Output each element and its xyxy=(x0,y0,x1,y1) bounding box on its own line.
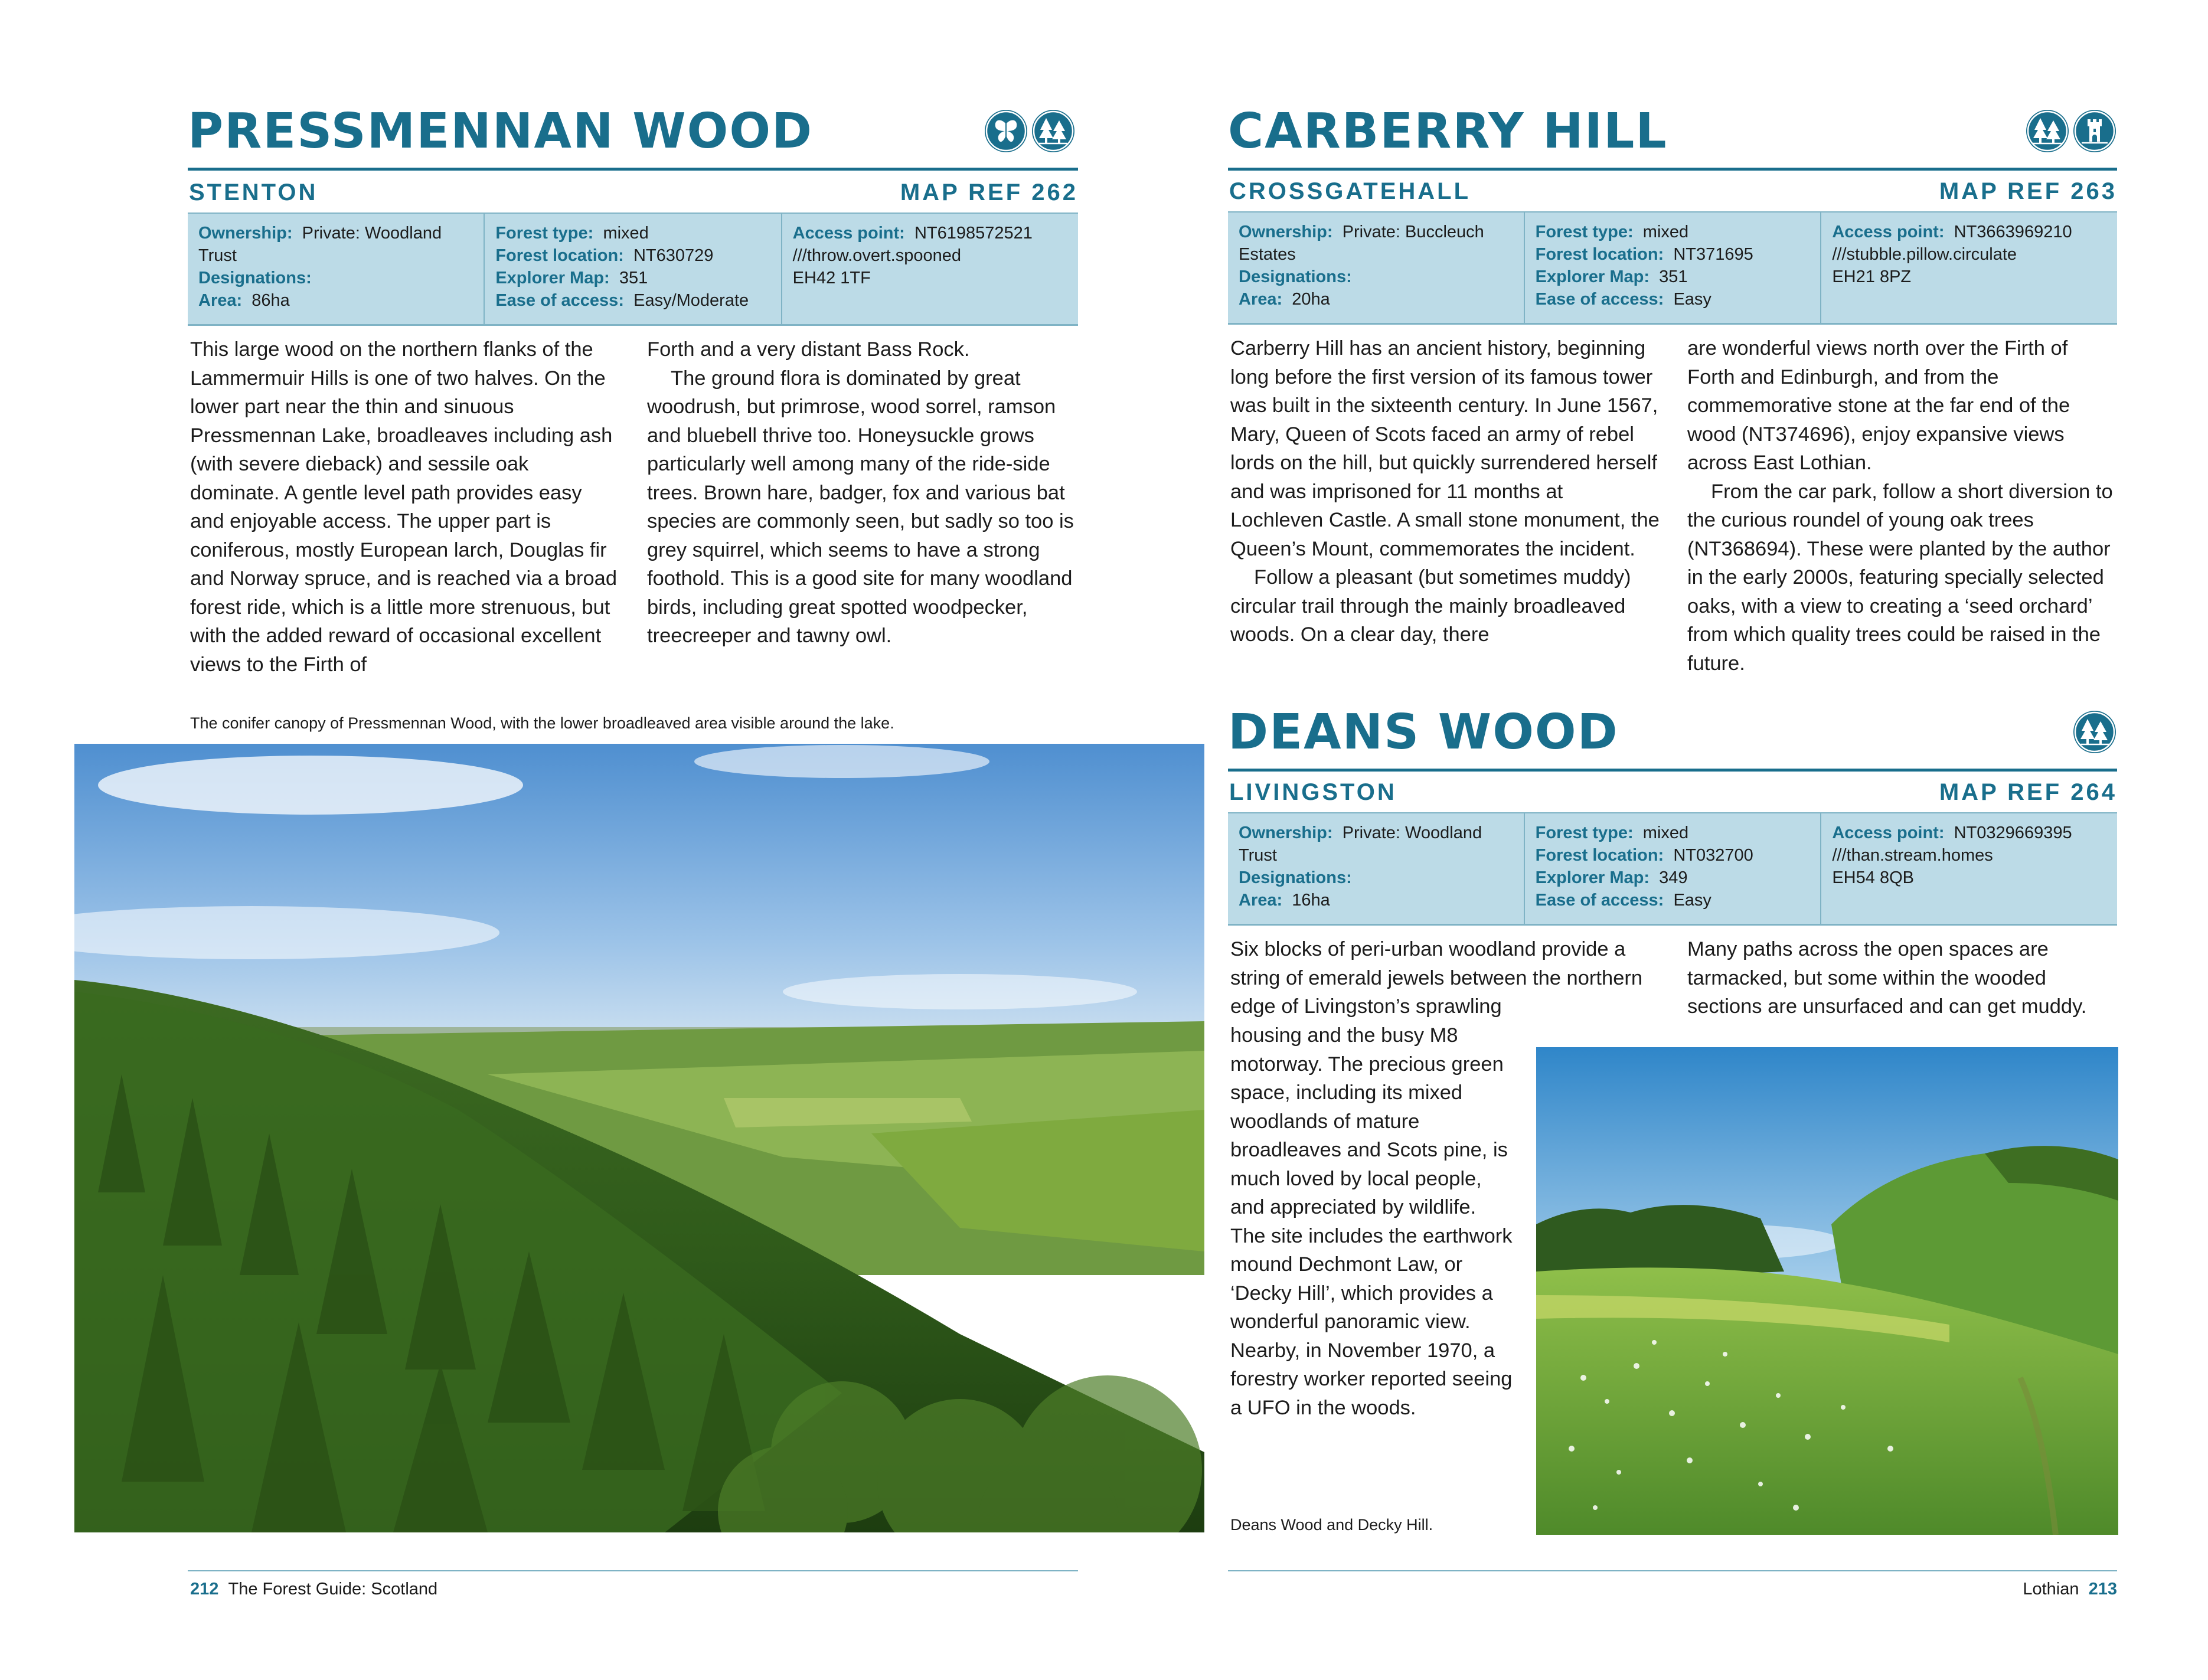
body-column-2 xyxy=(647,335,1078,651)
area-label: Area: xyxy=(1239,891,1283,910)
info-col-ownership xyxy=(188,214,484,324)
region-name: Lothian xyxy=(2023,1580,2079,1599)
body-column-2-top xyxy=(1687,935,2118,1021)
ownership-label: Ownership: xyxy=(198,224,293,243)
forest-type-value: mixed xyxy=(1642,823,1689,842)
area-label: Area: xyxy=(1239,290,1283,309)
paragraph: housing and the busy M8 motorway. The precious green space, including its mixed woodlands of mature broadleaves and Scots pine, is much loved by local people, and appreciated by wildlife. The site includes the earthwork mound Dechmont Law, or ‘Decky Hill’, which provides a wonderful panoramic view. Nearby, in November 1970, a forestry worker reported seeing a UFO in the woods. xyxy=(1230,1024,1513,1419)
access-value: NT0329669395 xyxy=(1954,823,2072,842)
title-rule xyxy=(188,168,1078,171)
butterfly-icon xyxy=(985,110,1027,152)
access-label: Access point: xyxy=(1832,223,1945,241)
explorer-map-value: 349 xyxy=(1659,868,1688,887)
access-label: Access point: xyxy=(1832,823,1945,842)
page-number: 213 xyxy=(2088,1580,2117,1599)
explorer-map-label: Explorer Map: xyxy=(1535,267,1650,286)
info-col-ownership xyxy=(1228,813,1524,924)
explorer-map-value: 351 xyxy=(1659,267,1688,286)
explorer-map-value: 351 xyxy=(619,269,648,287)
designations-label: Designations: xyxy=(1239,267,1352,286)
title-rule xyxy=(1228,769,2117,772)
map-ref: MAP REF 262 xyxy=(900,179,1078,205)
pressmennan-title: PRESSMENNAN WOOD xyxy=(188,103,814,159)
ease-value: Easy xyxy=(1673,290,1711,309)
forest-type-label: Forest type: xyxy=(1535,823,1634,842)
footer xyxy=(2023,1581,2117,1598)
area-value: 86ha xyxy=(251,291,290,310)
forest-location-value: NT371695 xyxy=(1673,245,1753,264)
ownership-value: Private: Woodland Trust xyxy=(198,224,442,265)
access-postcode: EH21 8PZ xyxy=(1832,267,1912,286)
paragraph: are wonderful views north over the Firth of Forth and Edinburgh, and from the commemorative stone at the far end of the wood (NT374696), enjoy expansive views across East Lothian. xyxy=(1687,337,2070,474)
access-words: ///throw.overt.spooned xyxy=(792,246,961,265)
body-column-1-narrow xyxy=(1230,1021,1514,1422)
ownership-label: Ownership: xyxy=(1239,823,1333,842)
footer xyxy=(190,1581,437,1598)
map-ref: MAP REF 264 xyxy=(1939,779,2117,805)
access-postcode: EH54 8QB xyxy=(1832,868,1914,887)
forest-type-value: mixed xyxy=(1642,223,1689,241)
designations-label: Designations: xyxy=(198,269,312,287)
area-value: 16ha xyxy=(1292,891,1330,910)
info-col-forest xyxy=(1524,213,1821,323)
access-words: ///than.stream.homes xyxy=(1832,846,1993,865)
forest-location-value: NT630729 xyxy=(633,246,714,265)
photo-caption: Deans Wood and Decky Hill. xyxy=(1230,1516,1433,1534)
info-col-access xyxy=(1820,813,2117,924)
forest-type-label: Forest type: xyxy=(495,224,594,243)
info-box xyxy=(1228,812,2117,926)
ease-label: Ease of access: xyxy=(495,291,624,310)
paragraph: The ground flora is dominated by great woodrush, but primrose, wood sorrel, ramson and bluebell thrive too. Honeysuckle grows particularly well among many of the ride-side trees. Brown hare, badger, fox and various bat species are commonly seen, but sadly so too is grey squirrel, which seems to have a strong foothold. This is a good site for many woodland birds, including great spotted woodpecker, treecreeper and tawny owl. xyxy=(647,367,1074,647)
deans-title: DEANS WOOD xyxy=(1228,704,1619,760)
trees-icon xyxy=(1032,110,1074,152)
map-ref: MAP REF 263 xyxy=(1939,178,2117,204)
book-title: The Forest Guide: Scotland xyxy=(228,1580,438,1599)
forest-location-value: NT032700 xyxy=(1673,846,1753,865)
location-label: STENTON xyxy=(189,179,318,205)
info-box xyxy=(1228,211,2117,325)
paragraph: Many paths across the open spaces are tarmacked, but some within the wooded sections are unsurfaced and can get muddy. xyxy=(1687,938,2087,1018)
access-postcode: EH42 1TF xyxy=(792,269,871,287)
info-col-access xyxy=(781,214,1078,324)
explorer-map-label: Explorer Map: xyxy=(495,269,610,287)
access-words: ///stubble.pillow.circulate xyxy=(1832,245,2017,264)
forest-landscape-photo xyxy=(74,744,1204,1532)
paragraph: Follow a pleasant (but sometimes muddy) circular trail through the mainly broadleaved woods. On a clear day, there xyxy=(1230,566,1631,646)
area-label: Area: xyxy=(198,291,243,310)
info-box xyxy=(188,213,1078,326)
carberry-title: CARBERRY HILL xyxy=(1228,103,1668,159)
forest-location-label: Forest location: xyxy=(1535,245,1664,264)
info-col-ownership xyxy=(1228,213,1524,323)
ownership-value: Private: Buccleuch Estates xyxy=(1239,223,1484,264)
photo-caption: The conifer canopy of Pressmennan Wood, with the lower broadleaved area visible around the lake. xyxy=(190,714,894,732)
forest-location-label: Forest location: xyxy=(495,246,624,265)
body-column-1-top xyxy=(1230,935,1661,1021)
title-rule xyxy=(1228,168,2117,171)
paragraph: From the car park, follow a short diversion to the curious roundel of young oak trees (NT368694). These were planted by the author in the early 2000s, featuring specially selected oaks, with a view to creating a ‘seed orchard’ from which quality trees could be raised in the future. xyxy=(1687,480,2113,675)
paragraph: Carberry Hill has an ancient history, beginning long before the first version of its famous tower was built in the sixteenth century. In June 1567, Mary, Queen of Scots faced an army of rebel lords on the hill, but quickly surrendered herself and was imprisoned for 11 months at Lochleven Castle. A small stone monument, the Queen’s Mount, commemorates the incident. xyxy=(1230,337,1660,560)
paragraph: Six blocks of peri-urban woodland provide a string of emerald jewels between the northern edge of Livingston’s sprawling xyxy=(1230,938,1643,1018)
info-col-forest xyxy=(1524,813,1821,924)
ease-value: Easy/Moderate xyxy=(633,291,749,310)
access-value: NT6198572521 xyxy=(914,224,1033,243)
ease-value: Easy xyxy=(1673,891,1711,910)
body-column-1 xyxy=(1230,334,1661,649)
trees-icon xyxy=(2073,711,2116,753)
forest-type-value: mixed xyxy=(603,224,649,243)
footer-rule xyxy=(188,1570,1078,1571)
footer-rule xyxy=(1228,1570,2117,1571)
body-column-1 xyxy=(190,335,621,679)
forest-type-label: Forest type: xyxy=(1535,223,1634,241)
paragraph: This large wood on the northern flanks of the Lammermuir Hills is one of two halves. On the lower part near the thin and sinuous Pressmennan Lake, broadleaves including ash (with severe dieback) and sessile oak dominate. A gentle level path provides easy and enjoyable access. The upper part is coniferous, mostly European larch, Douglas fir and Norway spruce, and is reached via a broad forest ride, which is a little more strenuous, but with the added reward of occasional excellent views to the Firth of xyxy=(190,338,618,676)
info-col-forest xyxy=(484,214,780,324)
ease-label: Ease of access: xyxy=(1535,290,1664,309)
ownership-value: Private: Woodland Trust xyxy=(1239,823,1482,865)
access-label: Access point: xyxy=(792,224,905,243)
access-value: NT3663969210 xyxy=(1954,223,2072,241)
trees-icon xyxy=(2026,110,2069,152)
forest-location-label: Forest location: xyxy=(1535,846,1664,865)
tower-icon xyxy=(2073,110,2116,152)
location-label: LIVINGSTON xyxy=(1229,779,1397,805)
explorer-map-label: Explorer Map: xyxy=(1535,868,1650,887)
info-col-access xyxy=(1820,213,2117,323)
ownership-label: Ownership: xyxy=(1239,223,1333,241)
body-column-2 xyxy=(1687,334,2118,678)
meadow-hill-photo xyxy=(1536,1047,2118,1535)
paragraph: Forth and a very distant Bass Rock. xyxy=(647,338,970,361)
ease-label: Ease of access: xyxy=(1535,891,1664,910)
location-label: CROSSGATEHALL xyxy=(1229,178,1471,204)
page-number: 212 xyxy=(190,1580,219,1599)
area-value: 20ha xyxy=(1292,290,1330,309)
designations-label: Designations: xyxy=(1239,868,1352,887)
